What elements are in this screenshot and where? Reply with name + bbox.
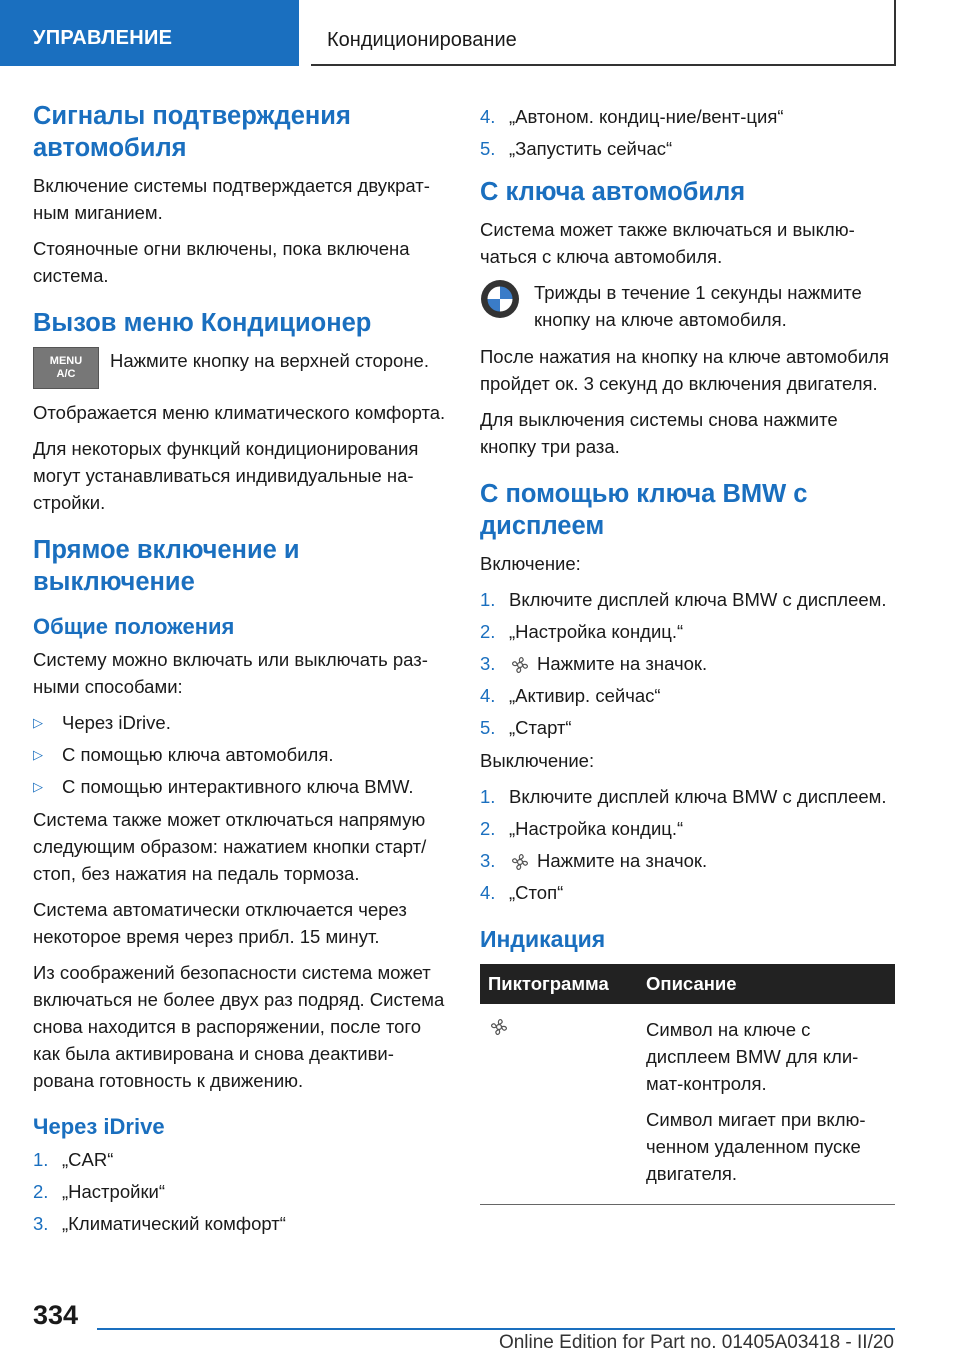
fan-icon (488, 1016, 510, 1038)
list-item: 4. „Активир. сейчас“ (480, 685, 661, 706)
heading-general: Общие положения (33, 614, 235, 639)
left-column (33, 100, 448, 1243)
list-item: 2. „Настройка кондиц.“ (480, 621, 684, 642)
key-instruction (480, 279, 895, 333)
triangle-bullet-icon: ▷ (33, 747, 43, 762)
heading-key: С ключа автомобиля (480, 178, 746, 206)
on-steps (480, 586, 895, 741)
menu-ac-button-icon: MENU A/C (33, 347, 99, 389)
list-item: 3. Нажмите на значок. (480, 650, 895, 677)
list-item: 3. Нажмите на значок. (480, 847, 895, 874)
idrive-steps-continued (480, 103, 895, 162)
paragraph: После нажатия на кнопку на ключе автомобиля пройдет ок. 3 секунд до включения двигателя. (480, 346, 890, 394)
topic-tab (311, 0, 896, 66)
table-row (480, 1004, 895, 1205)
list-item: 1. Включите дисплей ключа BMW с дисплеем. (480, 786, 887, 807)
triangle-bullet-icon: ▷ (33, 715, 43, 730)
section-tab (0, 0, 299, 66)
pictogram-cell (480, 1004, 638, 1205)
label-off: Выключение: (480, 750, 595, 771)
list-item: 5. „Запустить сейчас“ (480, 138, 673, 159)
idrive-steps (33, 1146, 448, 1237)
list-item: 5. „Старт“ (480, 717, 572, 738)
indication-table (480, 964, 895, 1205)
triangle-bullet-icon: ▷ (33, 779, 43, 794)
footer-edition: Online Edition for Part no. 01405A03418 - II/20 (498, 1332, 894, 1353)
label-on: Включение: (480, 553, 581, 574)
paragraph: Система автоматически отключается через некоторое время через прибл. 15 минут. (33, 899, 407, 947)
bmw-logo-icon (480, 279, 520, 319)
paragraph: Система также может отключаться напрямую следующим образом: нажатием кнопки старт/стоп, без нажатия на педаль тормоза. (33, 809, 427, 884)
list-item: 1. Включите дисплей ключа BMW с дисплеем. (480, 589, 887, 610)
paragraph: Для некоторых функций кондиционирования могут устанавливаться индивидуальные настройки. (33, 438, 419, 513)
heading-direct: Прямое включение и выключение (33, 536, 300, 596)
list-item: ▷ Через iDrive. (33, 709, 448, 736)
list-item: 4. „Автоном. кондиц-ние/вент-ция“ (480, 106, 784, 127)
topic-title: Кондиционирование (327, 29, 517, 51)
column-header: Описание (638, 964, 895, 1004)
heading-idrive: Через iDrive (33, 1114, 165, 1139)
table-header-row (480, 964, 895, 1004)
paragraph: Для выключения системы снова нажмите кнопку три раза. (480, 409, 838, 457)
bullet-list (33, 709, 448, 800)
section-title: УПРАВЛЕНИЕ (33, 27, 173, 49)
paragraph: Систему можно включать или выключать разными способами: (33, 649, 428, 697)
fan-icon (509, 851, 531, 873)
heading-menu: Вызов меню Кондиционер (33, 309, 372, 337)
list-item: 3. „Климатический комфорт“ (33, 1213, 286, 1234)
list-item: 2. „Настройки“ (33, 1181, 166, 1202)
list-item: 4. „Стоп“ (480, 882, 564, 903)
paragraph: Трижды в течение 1 секунды нажмите кнопку на ключе автомобиля. (534, 282, 862, 330)
paragraph: Система может также включаться и выключаться с ключа автомобиля. (480, 219, 855, 267)
heading-indication: Индикация (480, 926, 606, 952)
footer-divider (97, 1328, 895, 1330)
paragraph: Символ на ключе с дисплеем BMW для климат-контроля. (646, 1019, 859, 1094)
right-column (480, 103, 895, 1205)
paragraph: Отображается меню климатического комфорта. (33, 402, 446, 423)
page-number: 334 (33, 1300, 79, 1330)
paragraph: Символ мигает при включенном удаленном пуске двигателя. (646, 1109, 866, 1184)
fan-icon (509, 654, 531, 676)
list-item: 2. „Настройка кондиц.“ (480, 818, 684, 839)
description-cell (638, 1004, 895, 1205)
heading-bmw-key: С помощью ключа BMW с дисплеем (480, 480, 808, 540)
paragraph: Включение системы подтверждается двукратным миганием. (33, 175, 430, 223)
paragraph: Нажмите кнопку на верхней стороне. (110, 350, 429, 371)
off-steps (480, 783, 895, 906)
list-item: 1. „CAR“ (33, 1149, 114, 1170)
list-item: ▷ С помощью ключа автомобиля. (33, 741, 448, 768)
column-header: Пиктограмма (480, 964, 638, 1004)
heading-signals: Сигналы подтверждения автомобиля (33, 102, 351, 162)
paragraph: Стояночные огни включены, пока включена система. (33, 238, 410, 286)
paragraph: Из соображений безопасности система может включаться не более двух раз подряд. Система снова находится в распоряжении, после того как была активирована и снова деактивирована готовность к движению. (33, 962, 445, 1091)
menu-instruction (33, 347, 448, 389)
list-item: ▷ С помощью интерактивного ключа BMW. (33, 773, 448, 800)
